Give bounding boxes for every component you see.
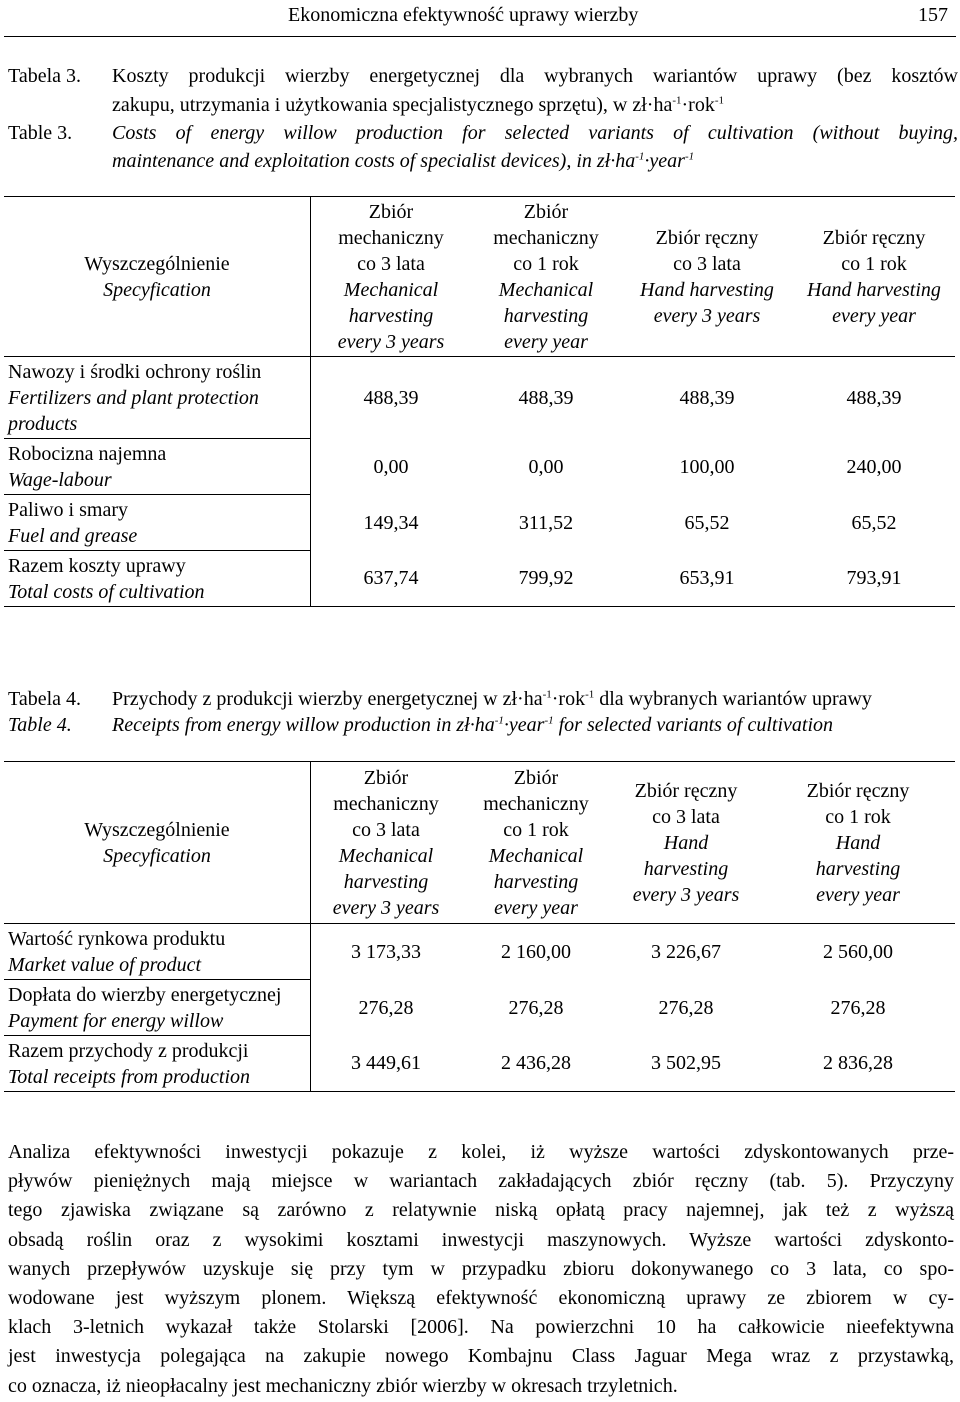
table-cell: 3 502,95 [651,1052,721,1075]
table-cell: 488,39 [518,386,574,409]
table-cell: 3 173,33 [351,940,421,963]
table-cell: 2 160,00 [501,940,571,963]
table-cell: 149,34 [363,511,419,534]
table-cell: 0,00 [373,455,409,478]
paragraph-line: obsadą roślin oraz z wysokimi kosztami inwestycji maszynowych. Wyższe wartości zdyskonto- [8,1228,954,1251]
table-cell: 488,39 [846,386,902,409]
paragraph-line: wodowane jest wyższym plonem. Większą efektywność ekonomiczną uprawy ze zbiorem w cy- [8,1287,954,1310]
table3-col-header: Zbiór mechaniczny co 1 rok Mechanical harvesting every year [471,197,621,357]
table-cell: 2 836,28 [823,1052,893,1075]
table4 [4,761,955,1092]
table4-col-header: Zbiór ręczny co 1 rok Hand harvesting every year [761,762,955,924]
paragraph-line: wanych przepływów uzyskuje się przy tym w przypadku zbioru dokonywanego co 3 lata, co spo- [8,1257,954,1280]
paragraph-line: tego zjawiska związane są zarówno z relatywnie niską opłatą pracy najemnej, jak też z wyższą [8,1199,954,1222]
table4-caption-pl: Przychody z produkcji wierzby energetycznej w $zł\cdot ha^{-1}\cdot rok^{-1}$ dla wybranych wariantów uprawy [112,688,872,710]
table4-label-pl: Tabela 4. [8,688,82,710]
table4-spec-header: Wyszczególnienie Specyfication [4,762,311,924]
table3-row-label: Paliwo i smary Fuel and grease [4,495,311,551]
table4-col-header: Zbiór mechaniczny co 1 rok Mechanical harvesting every year [461,762,611,924]
table-cell: 276,28 [508,996,564,1019]
table3-row-label: Razem koszty uprawy Total costs of cultivation [4,551,311,607]
table-cell: 2 560,00 [823,940,893,963]
table3-col-header: Zbiór ręczny co 3 lata Hand harvesting every 3 years [621,197,793,357]
table3-label-en: Table 3. [8,122,73,144]
table-row [4,924,955,980]
table-row [4,495,955,551]
table-row [4,551,955,607]
table4-caption [8,686,956,742]
table-row [4,439,955,495]
paragraph-line: klach 3-letnich wykazał także Stolarski [2006]. Na powierzchni 10 ha całkowicie nieefektywna [8,1316,954,1339]
table-row [4,980,955,1036]
table3-col-header: Zbiór ręczny co 1 rok Hand harvesting every year [793,197,955,357]
table-cell: 3 449,61 [351,1052,421,1075]
table3-caption-pl-line1: Koszty produkcji wierzby energetycznej dla wybranych wariantów uprawy (bez kosztów [112,65,958,87]
table3 [4,196,955,607]
paragraph-line: pływów pieniężnych mają miejsce w wariantach zakładających zbiór ręczny (tab. 5). Przyczyny [8,1170,954,1193]
table-cell: 2 436,28 [501,1052,571,1075]
table-cell: 276,28 [358,996,414,1019]
body-paragraph [8,1138,954,1401]
table4-label-en: Table 4. [8,714,72,736]
table3-caption-en-line2: maintenance and exploitation costs of specialist devices), in $zł\cdot ha^{-1}\cdot year^{-1}$ [112,150,695,172]
table-cell: 488,39 [363,386,419,409]
table-cell: 653,91 [679,567,735,590]
paragraph-line: Analiza efektywności inwestycji pokazuje z kolei, iż wyższe wartości zdyskontowanych prze- [8,1141,954,1163]
table-cell: 637,74 [363,567,419,590]
table-cell: 488,39 [679,386,735,409]
table-row [4,1036,955,1092]
running-header [0,0,960,30]
table-cell: 100,00 [679,455,735,478]
page-number: 157 [918,4,948,26]
table3-caption-en-line1: Costs of energy willow production for selected variants of cultivation (without buying, [112,122,958,144]
table-cell: 793,91 [846,567,902,590]
table3-label-pl: Tabela 3. [8,65,82,87]
table3-row-label: Nawozy i środki ochrony roślin Fertilizers and plant protection products [4,357,311,439]
table3-caption [8,63,956,173]
table4-row-label: Dopłata do wierzby energetycznej Payment for energy willow [4,980,311,1036]
table4-caption-en: Receipts from energy willow production in $zł\cdot ha^{-1}\cdot year^{-1}$ for selected variants of cultivation [112,714,834,736]
table-cell: 276,28 [830,996,886,1019]
table-cell: 65,52 [684,511,730,534]
table3-header-row [4,197,955,357]
table-cell: 311,52 [518,511,574,534]
table-cell: 799,92 [518,567,574,590]
paragraph-line: co oznacza, iż nieopłacalny jest mechaniczny zbiór wierzby w okresach trzyletnich. [8,1374,678,1397]
table4-header-row [4,762,955,924]
header-rule [4,36,956,37]
table3-col-header: Zbiór mechaniczny co 3 lata Mechanical harvesting every 3 years [311,197,472,357]
running-title: Ekonomiczna efektywność uprawy wierzby [288,4,639,26]
table-row [4,357,955,439]
table3-row-label: Robocizna najemna Wage-labour [4,439,311,495]
table-cell: 65,52 [851,511,897,534]
table3-spec-header: Wyszczególnienie Specyfication [4,197,311,357]
table-cell: 0,00 [528,455,564,478]
table-cell: 276,28 [658,996,714,1019]
paragraph-line: jest inwestycja polegająca na zakupie nowego Kombajnu Class Jaguar Mega wraz z przystawką, [8,1345,954,1368]
table4-col-header: Zbiór mechaniczny co 3 lata Mechanical harvesting every 3 years [311,762,462,924]
table3-caption-pl-line2: zakupu, utrzymania i użytkowania specjalistycznego sprzętu), w $zł\cdot ha^{-1}\cdot rok^{-1}$ [112,94,725,116]
table-cell: 240,00 [846,455,902,478]
table4-col-header: Zbiór ręczny co 3 lata Hand harvesting every 3 years [611,762,761,924]
table4-row-label: Wartość rynkowa produktu Market value of product [4,924,311,980]
table4-row-label: Razem przychody z produkcji Total receipts from production [4,1036,311,1092]
table-cell: 3 226,67 [651,940,721,963]
